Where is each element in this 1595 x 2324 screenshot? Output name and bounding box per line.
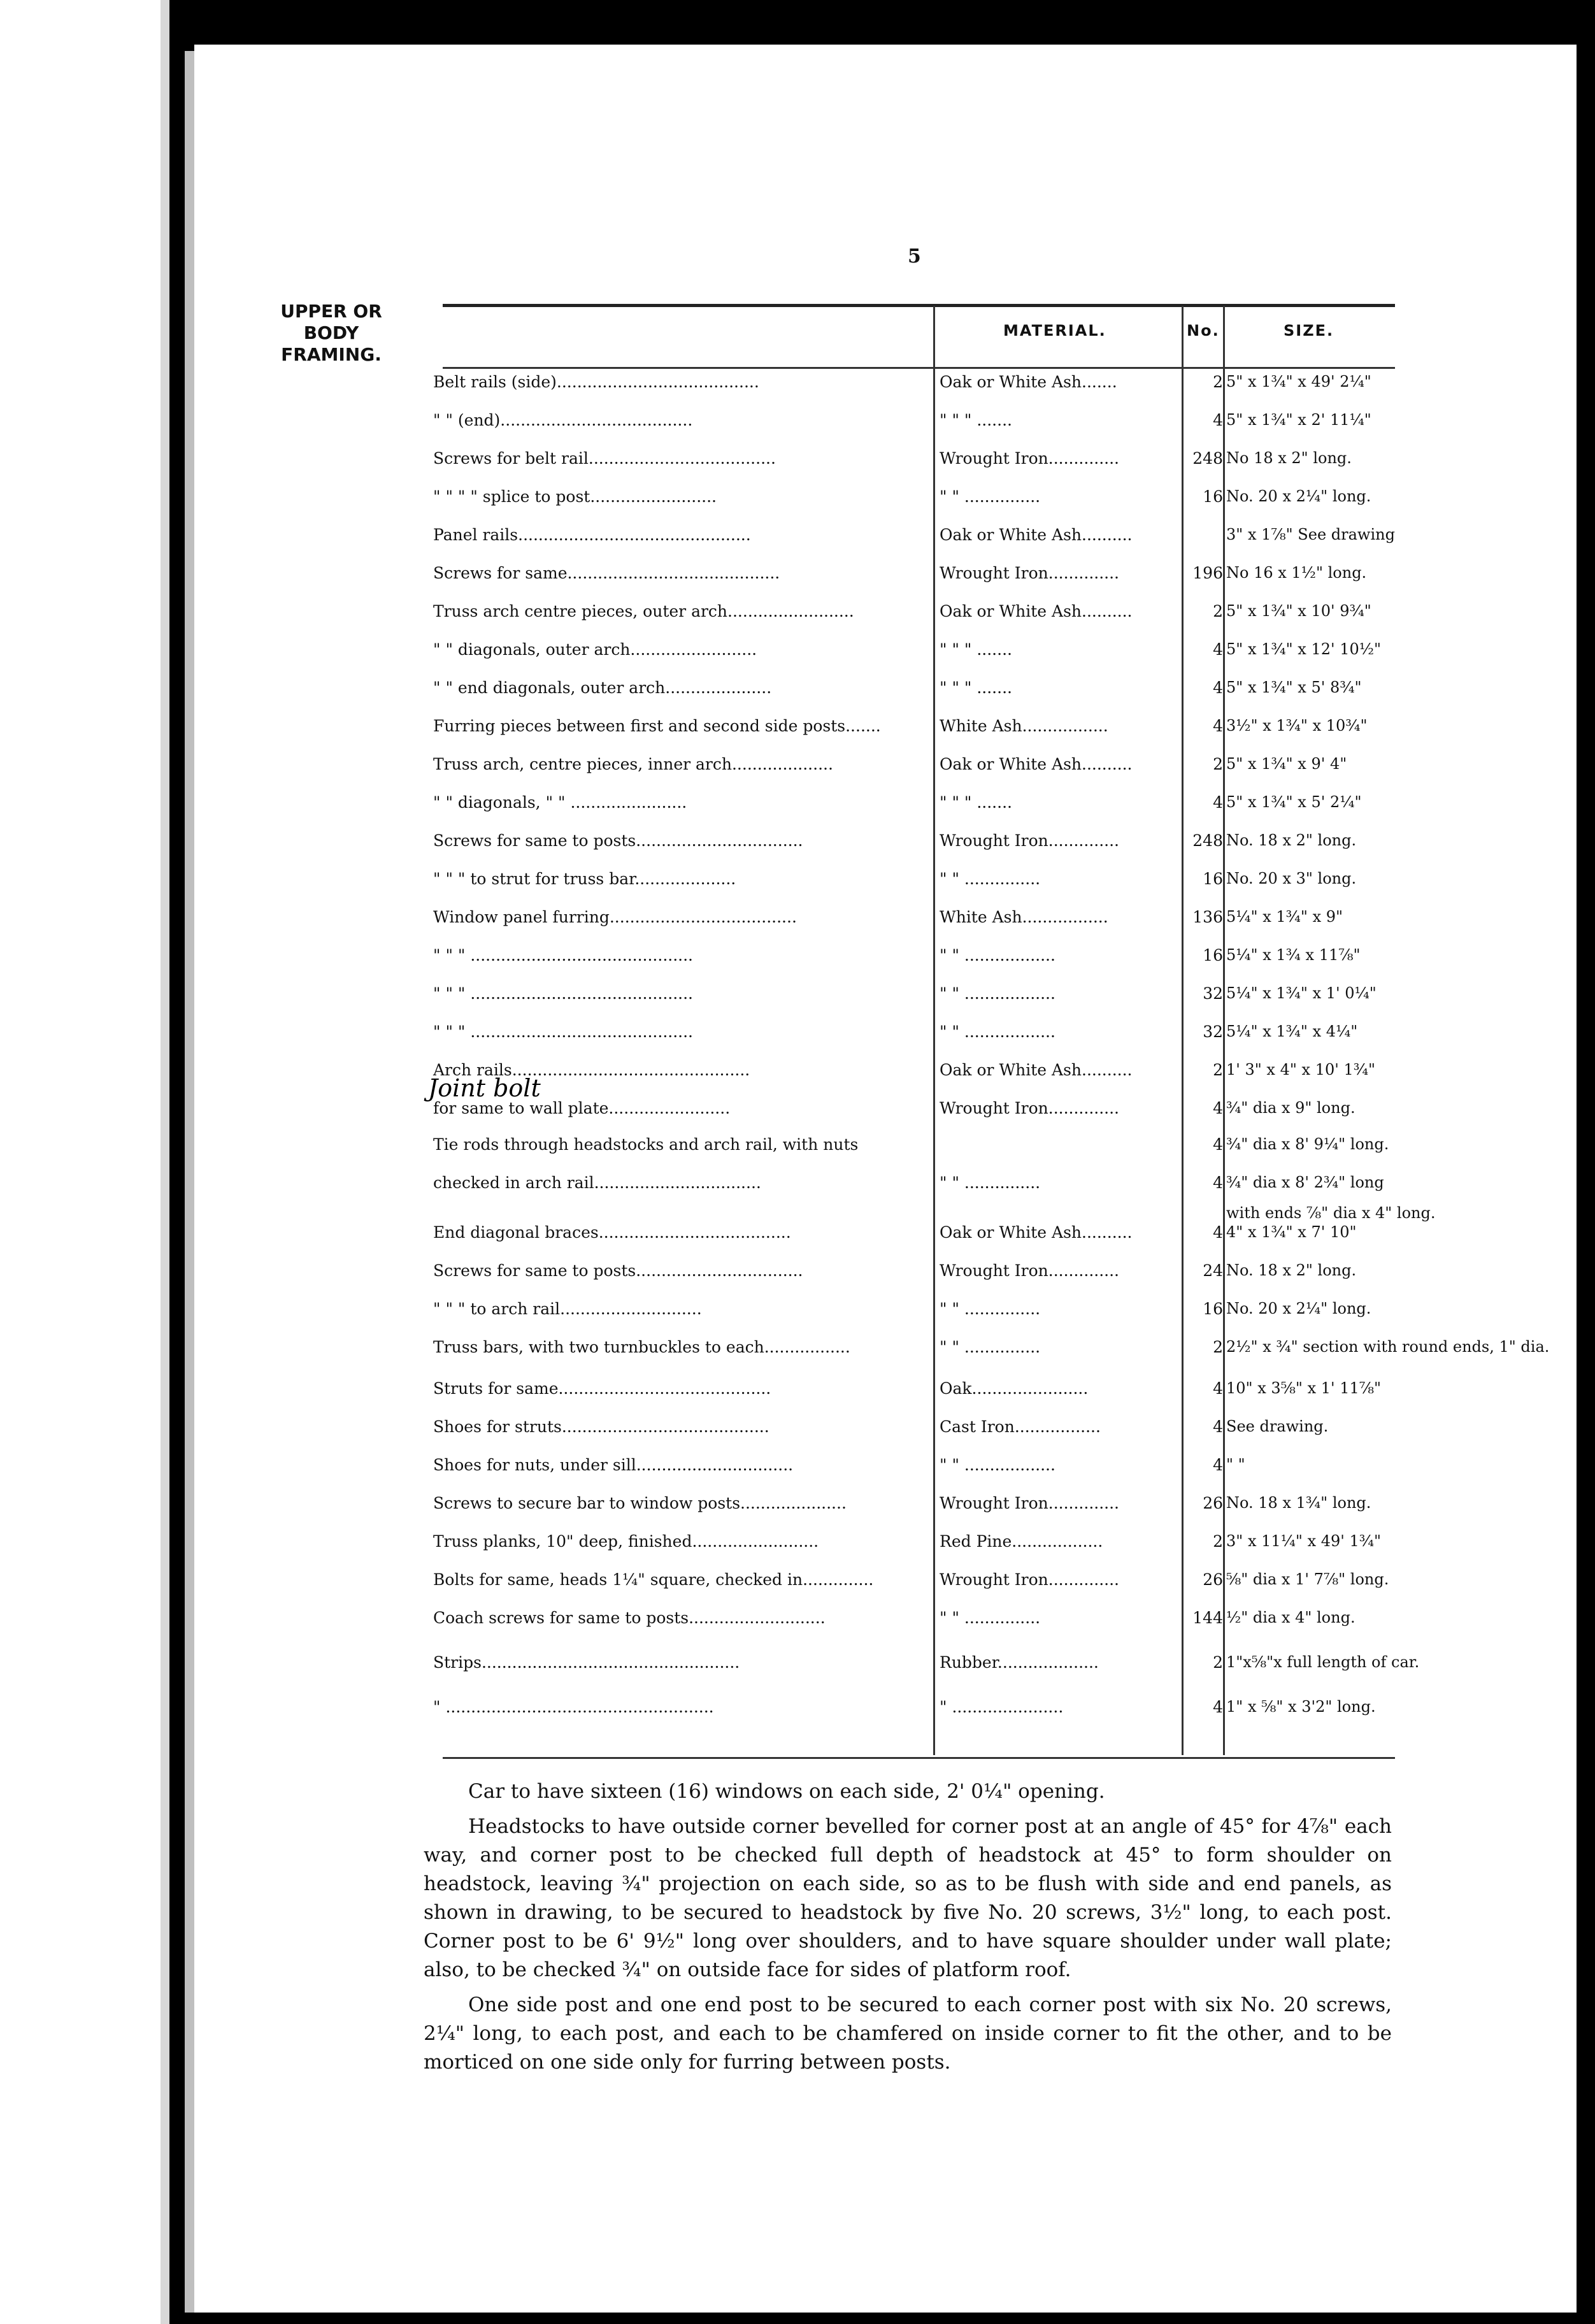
item-description: " ..................................................... — [433, 1698, 714, 1716]
quantity-cell: 4 — [1213, 678, 1223, 697]
material-cell: " " .................. — [940, 1022, 1055, 1041]
table-bottom-rule — [443, 1757, 1395, 1759]
quantity-cell: 16 — [1203, 487, 1223, 506]
section-heading-line1: UPPER OR BODY — [280, 301, 382, 343]
size-cell: No. 20 x 3" long. — [1226, 870, 1357, 887]
table-row — [433, 1022, 1395, 1059]
size-cell: 5" x 1¾" x 5' 2¼" — [1226, 793, 1362, 811]
quantity-cell: 24 — [1203, 1261, 1223, 1280]
section-heading-line2: FRAMING. — [281, 344, 382, 365]
quantity-cell: 4 — [1213, 1417, 1223, 1436]
size-cell: 5¼" x 1¾" x 4¼" — [1226, 1022, 1358, 1040]
item-description: Belt rails (side)........................................ — [433, 373, 759, 391]
material-cell: White Ash................. — [940, 908, 1108, 926]
item-description: End diagonal braces...................................... — [433, 1223, 791, 1242]
size-cell: 10" x 3⅝" x 1' 11⅞" — [1226, 1379, 1382, 1397]
quantity-cell: 4 — [1213, 1173, 1223, 1192]
item-description: Strips................................................... — [433, 1653, 740, 1672]
table-row — [433, 1099, 1395, 1136]
item-description: for same to wall plate........................ — [433, 1099, 731, 1117]
material-cell: " " .................. — [940, 1456, 1055, 1474]
material-cell: " " " ....... — [940, 678, 1012, 697]
material-cell: Oak or White Ash.......... — [940, 602, 1133, 620]
quantity-cell: 4 — [1213, 640, 1223, 659]
quantity-cell: 32 — [1203, 1022, 1223, 1041]
size-cell: 5" x 1¾" x 10' 9¾" — [1226, 602, 1371, 620]
quantity-cell: 32 — [1203, 984, 1223, 1003]
item-description: " " diagonals, " " ....................... — [433, 793, 687, 812]
size-column-header: SIZE. — [1284, 322, 1334, 340]
quantity-cell: 4 — [1213, 717, 1223, 735]
size-cell: ¾" dia x 8' 9¼" long. — [1226, 1135, 1389, 1153]
size-cell: 1' 3" x 4" x 10' 1¾" — [1226, 1061, 1376, 1079]
size-cell: No 16 x 1½" long. — [1226, 564, 1367, 582]
quantity-cell: 2 — [1213, 755, 1223, 773]
item-description: Coach screws for same to posts........................... — [433, 1609, 826, 1627]
material-cell: " " ............... — [940, 870, 1041, 888]
material-cell: " " ............... — [940, 1338, 1041, 1356]
size-cell: 5" x 1¾" x 9' 4" — [1226, 755, 1347, 773]
material-cell: " " .................. — [940, 984, 1055, 1003]
size-cell: 5¼" x 1¾ x 11⅞" — [1226, 946, 1361, 964]
material-cell: Rubber.................... — [940, 1653, 1099, 1672]
table-row — [433, 1570, 1395, 1607]
quantity-cell: 4 — [1213, 1456, 1223, 1474]
table-row — [433, 831, 1395, 868]
paragraph: One side post and one end post to be secured to each corner post with six No. 20 screws, 2¼" long, to each post, and each to be chamfered on inside corner to fit the other, and to be morticed on one side only for furring between posts. — [424, 1993, 1392, 2074]
no-column-header: No. — [1187, 322, 1220, 340]
quantity-cell: 4 — [1213, 1698, 1223, 1716]
quantity-cell: 26 — [1203, 1570, 1223, 1589]
quantity-cell: 4 — [1213, 411, 1223, 429]
size-cell: 3" x 1⅞" See drawing — [1226, 526, 1395, 543]
item-description: Arch rails............................................... — [433, 1061, 750, 1079]
quantity-cell: 248 — [1192, 449, 1223, 468]
table-row — [433, 1223, 1395, 1260]
item-description: " " end diagonals, outer arch..................... — [433, 678, 772, 697]
material-cell: Wrought Iron.............. — [940, 449, 1120, 468]
quantity-cell: 248 — [1192, 831, 1223, 850]
table-row — [433, 449, 1395, 486]
size-cell: No. 18 x 1¾" long. — [1226, 1494, 1371, 1512]
item-description: Truss planks, 10" deep, finished......................... — [433, 1532, 819, 1551]
size-cell: 1"x⅝"x full length of car. — [1226, 1653, 1420, 1671]
table-row — [433, 564, 1395, 601]
size-cell: No. 18 x 2" long. — [1226, 1261, 1357, 1279]
table-row — [433, 678, 1395, 715]
paragraph: Headstocks to have outside corner bevelled for corner post at an angle of 45° for 4⅞" each way, and corner post to be checked full depth of headstock at 45° to form shoulder on headstock, leaving ¾" projection on each side, so as to be flush with side and end panels, as shown in drawing, to be secured to headstock by five No. 20 screws, 3½" long, to each post. Corner post to be 6' 9½" long over shoulders, and to have square shoulder under wall plate; also, to be checked ¾" on outside face for sides of platform roof. — [424, 1815, 1392, 1981]
material-cell: " " ............... — [940, 1300, 1041, 1318]
size-cell: 2½" x ¾" section with round ends, 1" dia. — [1226, 1338, 1550, 1356]
table-row — [433, 908, 1395, 945]
material-cell: " ...................... — [940, 1698, 1064, 1716]
size-cell: 5¼" x 1¾" x 1' 0¼" — [1226, 984, 1377, 1002]
item-description: Tie rods through headstocks and arch rail, with nuts — [433, 1135, 859, 1154]
quantity-cell: 2 — [1213, 1338, 1223, 1356]
material-cell: Oak or White Ash....... — [940, 373, 1117, 391]
material-cell: " " ............... — [940, 487, 1041, 506]
quantity-cell: 136 — [1192, 908, 1223, 926]
item-description: Struts for same.......................................... — [433, 1379, 771, 1398]
facing-page — [0, 0, 161, 2324]
size-cell: ½" dia x 4" long. — [1226, 1609, 1355, 1626]
table-row — [433, 602, 1395, 639]
material-cell: " " " ....... — [940, 411, 1012, 429]
item-description: " " " ............................................ — [433, 946, 693, 965]
quantity-cell: 16 — [1203, 1300, 1223, 1318]
size-cell: 4" x 1¾" x 7' 10" — [1226, 1223, 1357, 1241]
table-row — [433, 1417, 1395, 1454]
material-cell: Oak or White Ash.......... — [940, 526, 1133, 544]
table-row — [433, 1379, 1395, 1416]
item-description: Truss arch, centre pieces, inner arch.................... — [433, 755, 833, 773]
quantity-cell: 2 — [1213, 1653, 1223, 1672]
table-row — [433, 946, 1395, 983]
quantity-cell: 26 — [1203, 1494, 1223, 1512]
handwritten-note: Joint bolt — [428, 1074, 541, 1102]
material-cell: " " " ....... — [940, 640, 1012, 659]
material-cell: Oak or White Ash.......... — [940, 1223, 1133, 1242]
size-cell: 5" x 1¾" x 5' 8¾" — [1226, 678, 1362, 696]
size-cell: 1" x ⅝" x 3'2" long. — [1226, 1698, 1376, 1716]
material-cell: Wrought Iron.............. — [940, 1261, 1120, 1280]
item-description: Screws for belt rail..................................... — [433, 449, 776, 468]
table-top-rule — [443, 304, 1395, 307]
table-row — [433, 373, 1395, 410]
table-row — [433, 1698, 1395, 1735]
material-cell: Wrought Iron.............. — [940, 1494, 1120, 1512]
size-cell: 5" x 1¾" x 12' 10½" — [1226, 640, 1382, 658]
quantity-cell: 144 — [1192, 1609, 1223, 1627]
table-row — [433, 1338, 1550, 1375]
size-cell: No 18 x 2" long. — [1226, 449, 1352, 467]
paragraph: Car to have sixteen (16) windows on each side, 2' 0¼" opening. — [468, 1780, 1105, 1803]
material-cell: Oak or White Ash.......... — [940, 1061, 1133, 1079]
material-cell: Cast Iron................. — [940, 1417, 1101, 1436]
table-row — [433, 1532, 1395, 1569]
table-row — [433, 1609, 1395, 1646]
quantity-cell: 2 — [1213, 1061, 1223, 1079]
table-row — [433, 1300, 1395, 1337]
size-cell: 3½" x 1¾" x 10¾" — [1226, 717, 1368, 735]
table-row — [433, 1653, 1420, 1690]
item-description: Furring pieces between first and second side posts....... — [433, 717, 881, 735]
item-description: Screws to secure bar to window posts..................... — [433, 1494, 847, 1512]
item-description: " " (end)...................................... — [433, 411, 693, 429]
table-row — [433, 755, 1395, 792]
size-cell: with ends ⅞" dia x 4" long. — [1226, 1204, 1436, 1222]
table-row — [433, 1135, 1395, 1172]
material-cell: " " ............... — [940, 1609, 1041, 1627]
item-description: Bolts for same, heads 1¼" square, checked in.............. — [433, 1570, 874, 1589]
item-description: " " " to strut for truss bar.................... — [433, 870, 736, 888]
quantity-cell: 4 — [1213, 1379, 1223, 1398]
table-row — [433, 1261, 1395, 1298]
quantity-cell: 16 — [1203, 946, 1223, 965]
quantity-cell: 2 — [1213, 602, 1223, 620]
table-row — [433, 1061, 1395, 1098]
size-cell: " " — [1226, 1456, 1245, 1474]
material-cell: " " " ....... — [940, 793, 1012, 812]
quantity-cell: 2 — [1213, 373, 1223, 391]
item-description: " " " to arch rail............................ — [433, 1300, 702, 1318]
item-description: " " " ............................................ — [433, 1022, 693, 1041]
size-cell: No. 20 x 2¼" long. — [1226, 487, 1371, 505]
size-cell: ⅝" dia x 1' 7⅞" long. — [1226, 1570, 1389, 1588]
table-row — [433, 870, 1395, 907]
item-description: Panel rails.............................................. — [433, 526, 751, 544]
item-description: " " diagonals, outer arch......................... — [433, 640, 757, 659]
item-description: Window panel furring..................................... — [433, 908, 797, 926]
quantity-cell: 4 — [1213, 1099, 1223, 1117]
page-edge-shadow — [185, 51, 195, 2313]
size-cell: No. 20 x 2¼" long. — [1226, 1300, 1371, 1317]
quantity-cell: 4 — [1213, 793, 1223, 812]
item-description: Truss bars, with two turnbuckles to each................. — [433, 1338, 850, 1356]
item-description: checked in arch rail................................. — [433, 1173, 761, 1192]
material-column-header: MATERIAL. — [1003, 322, 1106, 340]
size-cell: 3" x 11¼" x 49' 1¾" — [1226, 1532, 1382, 1550]
quantity-cell: 4 — [1213, 1223, 1223, 1242]
size-cell: No. 18 x 2" long. — [1226, 831, 1357, 849]
page-number: 5 — [908, 245, 921, 268]
specification-text — [424, 1777, 1392, 2083]
table-row — [433, 984, 1395, 1021]
material-cell: Wrought Iron.............. — [940, 1099, 1120, 1117]
table-row — [433, 411, 1395, 448]
table-row — [433, 717, 1395, 754]
item-description: Shoes for nuts, under sill............................... — [433, 1456, 794, 1474]
header-rule — [443, 367, 1395, 369]
size-cell: 5" x 1¾" x 2' 11¼" — [1226, 411, 1371, 429]
item-description: Shoes for struts......................................... — [433, 1417, 769, 1436]
item-description: Screws for same.......................................... — [433, 564, 780, 582]
item-description: Screws for same to posts................................. — [433, 1261, 803, 1280]
table-row — [433, 640, 1395, 677]
size-cell: See drawing. — [1226, 1417, 1329, 1435]
table-row — [433, 1456, 1395, 1493]
table-row — [433, 1494, 1395, 1531]
material-cell: Oak or White Ash.......... — [940, 755, 1133, 773]
size-cell: ¾" dia x 9" long. — [1226, 1099, 1355, 1117]
quantity-cell: 196 — [1192, 564, 1223, 582]
quantity-cell: 4 — [1213, 1135, 1223, 1154]
table-row — [433, 487, 1395, 524]
material-cell: Wrought Iron.............. — [940, 1570, 1120, 1589]
material-cell: " " ............... — [940, 1173, 1041, 1192]
page-gutter — [161, 0, 169, 2324]
material-cell: Wrought Iron.............. — [940, 564, 1120, 582]
size-cell: ¾" dia x 8' 2¾" long — [1226, 1173, 1384, 1191]
material-cell: Wrought Iron.............. — [940, 831, 1120, 850]
item-description: Screws for same to posts................................. — [433, 831, 803, 850]
quantity-cell: 2 — [1213, 1532, 1223, 1551]
material-cell: Red Pine.................. — [940, 1532, 1103, 1551]
material-cell: White Ash................. — [940, 717, 1108, 735]
material-cell: Oak....................... — [940, 1379, 1089, 1398]
item-description: Truss arch centre pieces, outer arch......................... — [433, 602, 854, 620]
material-cell: " " .................. — [940, 946, 1055, 965]
table-row — [433, 793, 1395, 830]
size-cell: 5" x 1¾" x 49' 2¼" — [1226, 373, 1371, 391]
quantity-cell: 16 — [1203, 870, 1223, 888]
item-description: " " " ............................................ — [433, 984, 693, 1003]
section-heading — [255, 301, 408, 366]
size-cell: 5¼" x 1¾" x 9" — [1226, 908, 1343, 926]
table-row — [433, 526, 1395, 563]
item-description: " " " " splice to post......................... — [433, 487, 717, 506]
